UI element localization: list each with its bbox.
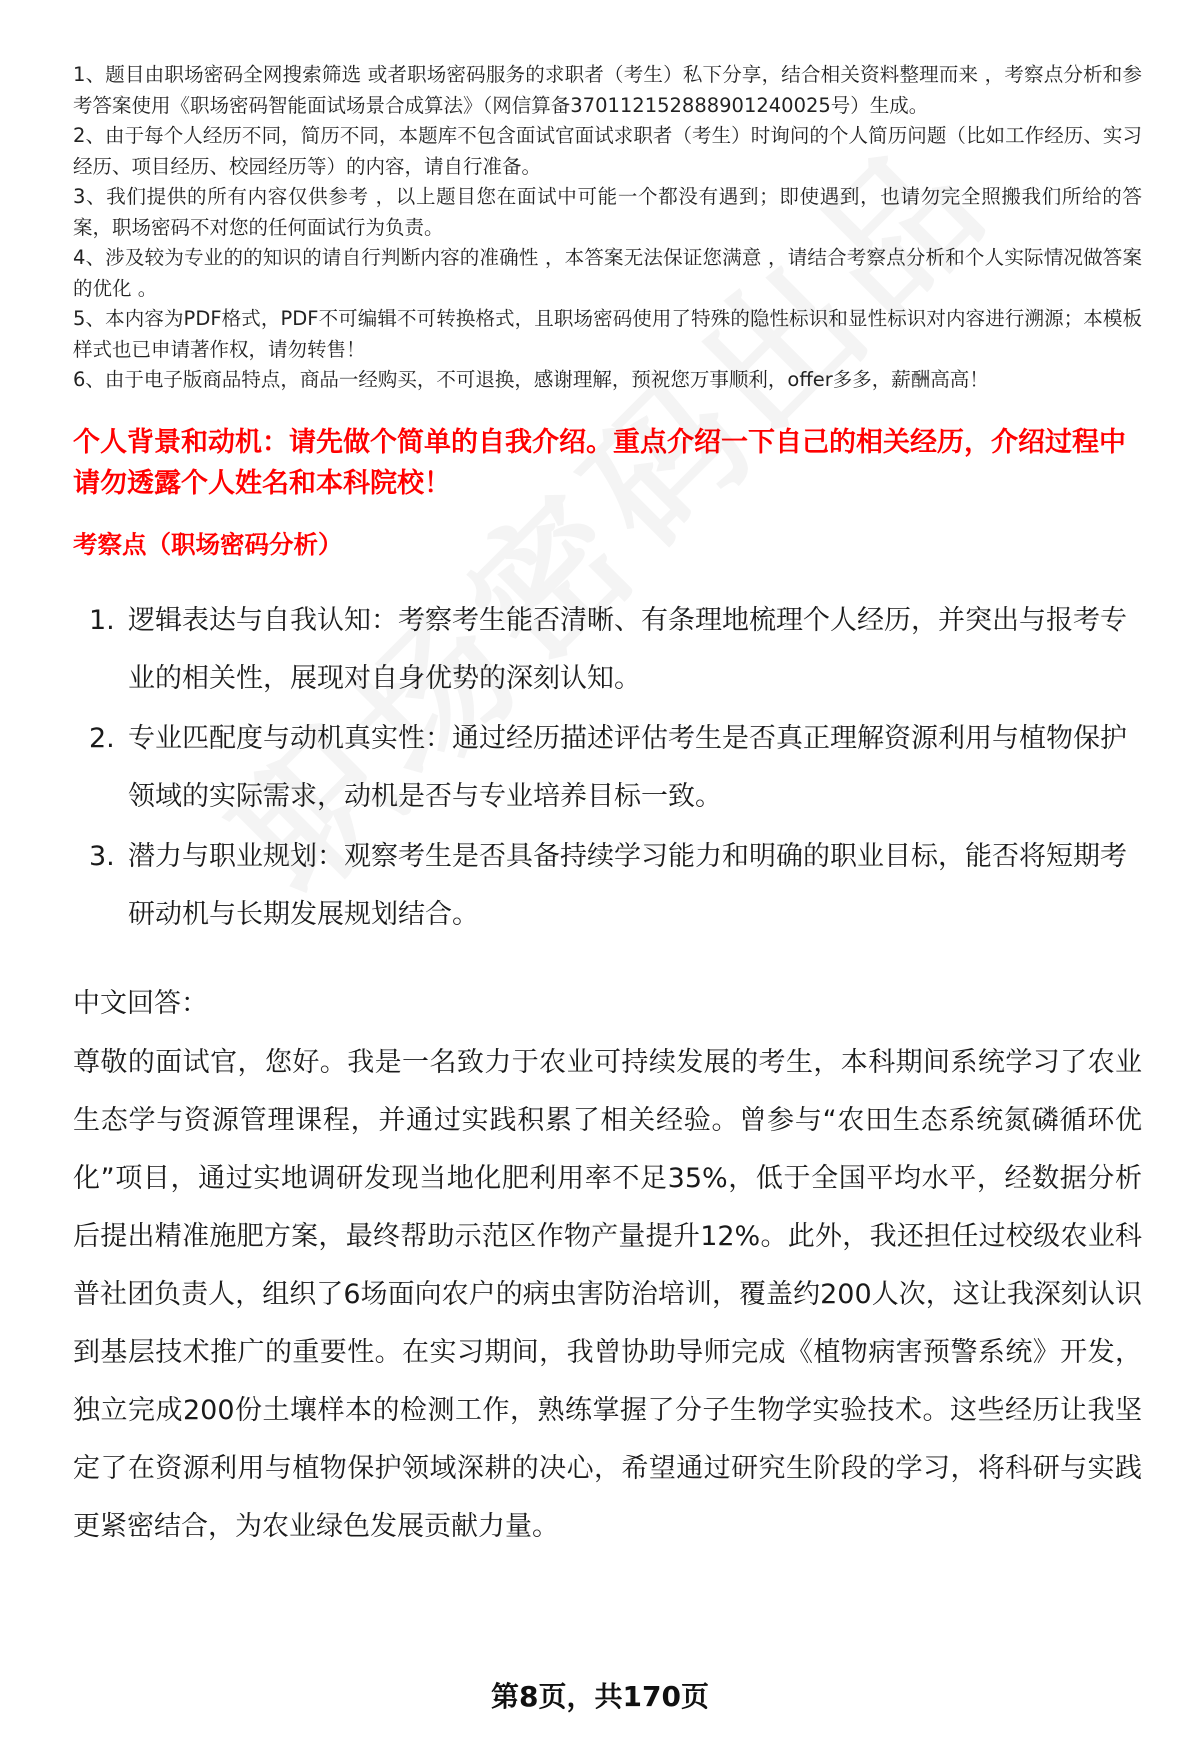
analysis-point — [73, 592, 1142, 708]
answer-body: 尊敬的面试官，您好。我是一名致力于农业可持续发展的考生，本科期间系统学习了农业生态学与资源管理课程，并通过实践积累了相关经验。曾参与“农田生态系统氮磷循环优化”项目，通过实地调研发现当地化肥利用率不足35%，低于全国平均水平，经数据分析后提出精准施肥方案，最终帮助示范区作物产量提升12%。此外，我还担任过校级农业科普社团负责人，组织了6场面向农户的病虫害防治培训，覆盖约200人次，这让我深刻认识到基层技术推广的重要性。在实习期间，我曾协助导师完成《植物病害预警系统》开发，独立完成200份土壤样本的检测工作，熟练掌握了分子生物学实验技术。这些经历让我坚定了在资源利用与植物保护领域深耕的决心，希望通过研究生阶段的学习，将科研与实践更紧密结合，为农业绿色发展贡献力量。 — [73, 1046, 1142, 1542]
point-number: 3. — [89, 840, 115, 872]
disclaimer-item: 2、由于每个人经历不同，简历不同，本题库不包含面试官面试求职者（考生）时询问的个人简历问题（比如工作经历、实习经历、项目经历、校园经历等）的内容，请自行准备。 — [73, 124, 1142, 178]
disclaimer-item: 4、涉及较为专业的的知识的请自行判断内容的准确性 ，本答案无法保证您满意 ，请结合考察点分析和个人实际情况做答案的优化 。 — [73, 246, 1142, 300]
analysis-point — [73, 710, 1142, 826]
question-heading: 个人背景和动机：请先做个简单的自我介绍。重点介绍一下自己的相关经历，介绍过程中请勿透露个人姓名和本科院校！ — [73, 426, 1126, 499]
analysis-points — [73, 592, 1142, 944]
analysis-point — [73, 828, 1142, 944]
point-text: 逻辑表达与自我认知：考察考生能否清晰、有条理地梳理个人经历，并突出与报考专业的相关性，展现对自身优势的深刻认知。 — [128, 604, 1127, 694]
disclaimer-item: 1、题目由职场密码全网搜索筛选 或者职场密码服务的求职者（考生）私下分享，结合相关资料整理而来 ，考察点分析和参考答案使用《职场密码智能面试场景合成算法》（网信算备370112152888901240025号）生成。 — [73, 63, 1142, 117]
point-text: 潜力与职业规划：观察考生是否具备持续学习能力和明确的职业目标，能否将短期考研动机与长期发展规划结合。 — [128, 840, 1127, 930]
point-number: 2. — [89, 722, 115, 754]
disclaimer-item: 3、我们提供的所有内容仅供参考 ，以上题目您在面试中可能一个都没有遇到；即使遇到，也请勿完全照搬我们所给的答案，职场密码不对您的任何面试行为负责。 — [73, 185, 1142, 239]
disclaimer-item: 6、由于电子版商品特点，商品一经购买，不可退换，感谢理解，预祝您万事顺利，offer多多，薪酬高高！ — [73, 368, 989, 391]
disclaimer-list — [73, 60, 1142, 396]
point-text: 专业匹配度与动机真实性：通过经历描述评估考生是否真正理解资源利用与植物保护领域的实际需求，动机是否与专业培养目标一致。 — [128, 722, 1127, 812]
answer-label: 中文回答： — [73, 987, 208, 1019]
analysis-title: 考察点（职场密码分析） — [73, 529, 343, 559]
page-number: 第8页，共170页 — [491, 1680, 709, 1713]
disclaimer-item: 5、本内容为PDF格式，PDF不可编辑不可转换格式，且职场密码使用了特殊的隐性标识和显性标识对内容进行溯源；本模板样式也已申请著作权，请勿转售！ — [73, 307, 1142, 361]
point-number: 1. — [89, 604, 115, 636]
